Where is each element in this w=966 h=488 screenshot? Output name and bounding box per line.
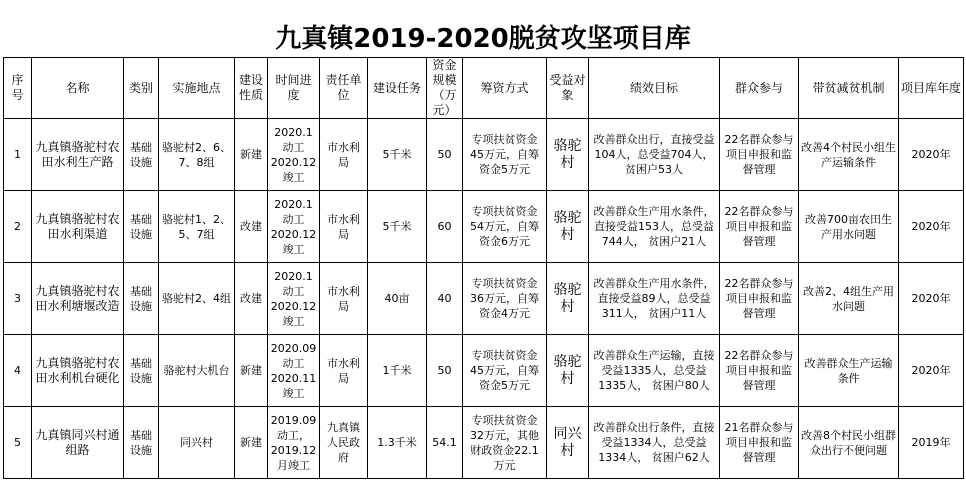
page-title: 九真镇2019-2020脱贫攻坚项目库 (275, 24, 691, 54)
row-number: 4 (4, 335, 32, 407)
project-nature: 改建 (235, 191, 268, 263)
public-participation: 22名群众参与项目申报和监督管理 (720, 263, 799, 335)
header-cell: 责任单位 (320, 58, 368, 119)
project-schedule: 2020.1动工2020.12竣工 (268, 119, 320, 191)
header-cell: 名称 (32, 58, 124, 119)
poverty-mechanism: 改善700亩农田生产用水问题 (799, 191, 899, 263)
construction-task: 40亩 (368, 263, 427, 335)
fund-scale: 50 (427, 119, 463, 191)
construction-task: 1.3千米 (368, 407, 427, 479)
header-cell: 筹资方式 (463, 58, 547, 119)
poverty-mechanism: 改善群众生产运输条件 (799, 335, 899, 407)
header-cell: 序号 (4, 58, 32, 119)
header-cell: 类别 (124, 58, 159, 119)
table-row (4, 119, 964, 191)
project-location: 骆驼村大机台 (159, 335, 235, 407)
construction-task: 5千米 (368, 191, 427, 263)
project-location: 骆驼村1、2、5、7组 (159, 191, 235, 263)
project-name: 九真镇骆驼村农田水利生产路 (32, 119, 124, 191)
row-number: 3 (4, 263, 32, 335)
performance-goal: 改善群众出行条件，直接受益1334人，总受益1334人， 贫困户62人 (589, 407, 720, 479)
project-nature: 改建 (235, 263, 268, 335)
project-schedule: 2019.09动工，2019.12月竣工 (268, 407, 320, 479)
responsible-unit: 九真镇人民政府 (320, 407, 368, 479)
project-nature: 新建 (235, 335, 268, 407)
library-year: 2020年 (899, 119, 964, 191)
table-row (4, 263, 964, 335)
performance-goal: 改善群众出行，直接受益104人，总受益704人， 贫困户53人 (589, 119, 720, 191)
header-cell: 时间进度 (268, 58, 320, 119)
funding-method: 专项扶贫资金54万元，自筹资金6万元 (463, 191, 547, 263)
beneficiary: 骆驼村 (547, 335, 589, 407)
project-category: 基础设施 (124, 407, 159, 479)
library-year: 2019年 (899, 407, 964, 479)
table-row (4, 335, 964, 407)
construction-task: 5千米 (368, 119, 427, 191)
project-location: 骆驼村2、6、7、8组 (159, 119, 235, 191)
funding-method: 专项扶贫资金32万元，其他财政资金22.1万元 (463, 407, 547, 479)
public-participation: 22名群众参与项目申报和监督管理 (720, 119, 799, 191)
responsible-unit: 市水利局 (320, 263, 368, 335)
project-category: 基础设施 (124, 335, 159, 407)
poverty-mechanism: 改善2、4组生产用水问题 (799, 263, 899, 335)
header-cell: 绩效目标 (589, 58, 720, 119)
project-schedule: 2020.1动工2020.12竣工 (268, 263, 320, 335)
project-category: 基础设施 (124, 119, 159, 191)
library-year: 2020年 (899, 191, 964, 263)
project-name: 九真镇骆驼村农田水利塘堰改造 (32, 263, 124, 335)
project-location: 骆驼村2、4组 (159, 263, 235, 335)
table-row (4, 407, 964, 479)
construction-task: 1千米 (368, 335, 427, 407)
project-schedule: 2020.1动工2020.12竣工 (268, 191, 320, 263)
row-number: 1 (4, 119, 32, 191)
project-schedule: 2020.09动工2020.11竣工 (268, 335, 320, 407)
project-nature: 新建 (235, 407, 268, 479)
header-cell: 受益对象 (547, 58, 589, 119)
header-row (4, 58, 964, 119)
project-name: 九真镇骆驼村农田水利机台硬化 (32, 335, 124, 407)
header-cell: 建设任务 (368, 58, 427, 119)
project-category: 基础设施 (124, 263, 159, 335)
performance-goal: 改善群众生产用水条件，直接受益89人，总受益311人， 贫困户11人 (589, 263, 720, 335)
beneficiary: 骆驼村 (547, 191, 589, 263)
beneficiary: 骆驼村 (547, 119, 589, 191)
funding-method: 专项扶贫资金45万元，自筹资金5万元 (463, 335, 547, 407)
responsible-unit: 市水利局 (320, 335, 368, 407)
beneficiary: 同兴村 (547, 407, 589, 479)
header-cell: 建设性质 (235, 58, 268, 119)
row-number: 2 (4, 191, 32, 263)
fund-scale: 54.1 (427, 407, 463, 479)
funding-method: 专项扶贫资金36万元，自筹资金4万元 (463, 263, 547, 335)
library-year: 2020年 (899, 335, 964, 407)
poverty-mechanism: 改善8个村民小组群众出行不便问题 (799, 407, 899, 479)
table-row (4, 191, 964, 263)
header-cell: 资金规模（万元） (427, 58, 463, 119)
fund-scale: 50 (427, 335, 463, 407)
header-cell: 群众参与 (720, 58, 799, 119)
beneficiary: 骆驼村 (547, 263, 589, 335)
performance-goal: 改善群众生产运输，直接受益1335人，总受益1335人， 贫困户80人 (589, 335, 720, 407)
header-cell: 带贫减贫机制 (799, 58, 899, 119)
fund-scale: 60 (427, 191, 463, 263)
project-nature: 新建 (235, 119, 268, 191)
public-participation: 22名群众参与项目申报和监督管理 (720, 191, 799, 263)
responsible-unit: 市水利局 (320, 191, 368, 263)
row-number: 5 (4, 407, 32, 479)
library-year: 2020年 (899, 263, 964, 335)
performance-goal: 改善群众生产用水条件，直接受益153人，总受益744人， 贫困户21人 (589, 191, 720, 263)
header-cell: 实施地点 (159, 58, 235, 119)
project-name: 九真镇同兴村通组路 (32, 407, 124, 479)
project-table (3, 57, 964, 479)
public-participation: 22名群众参与项目申报和监督管理 (720, 335, 799, 407)
poverty-mechanism: 改善4个村民小组生产运输条件 (799, 119, 899, 191)
project-name: 九真镇骆驼村农田水利渠道 (32, 191, 124, 263)
responsible-unit: 市水利局 (320, 119, 368, 191)
project-location: 同兴村 (159, 407, 235, 479)
public-participation: 21名群众参与项目申报和监督管理 (720, 407, 799, 479)
funding-method: 专项扶贫资金45万元，自筹资金5万元 (463, 119, 547, 191)
project-category: 基础设施 (124, 191, 159, 263)
fund-scale: 40 (427, 263, 463, 335)
header-cell: 项目库年度 (899, 58, 964, 119)
